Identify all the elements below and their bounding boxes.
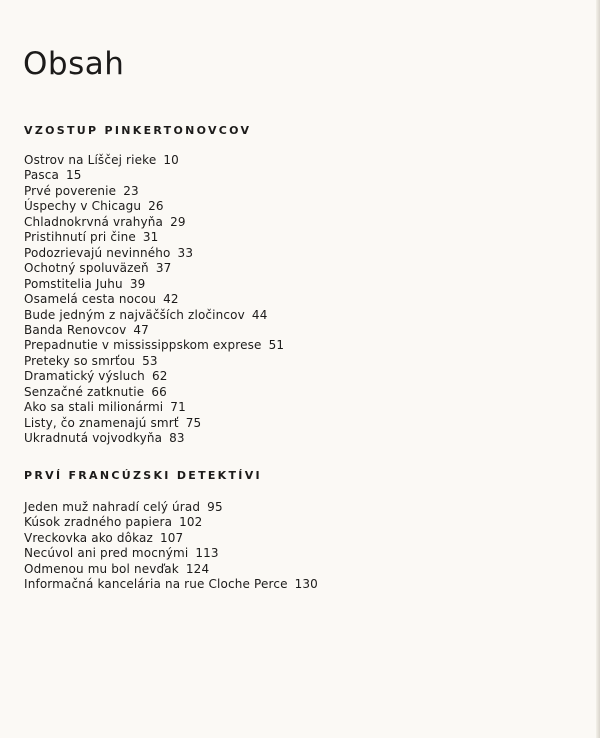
toc-entry-page: 62 — [151, 369, 168, 384]
toc-entry — [24, 369, 284, 384]
toc-entry — [24, 562, 318, 577]
toc-entry — [24, 400, 284, 415]
toc-entry — [24, 500, 318, 515]
toc-entry — [24, 199, 284, 214]
toc-entry-page: 42 — [163, 292, 179, 307]
toc-entry-title: Kúsok zradného papiera — [24, 515, 173, 530]
toc-entry-title: Ukradnutá vojvodkyňa — [24, 431, 163, 446]
toc-entry-title: Bude jedným z najväčších zločincov — [24, 307, 245, 322]
toc-entry-title: Osamelá cesta nocou — [24, 292, 157, 307]
page-edge — [596, 0, 600, 738]
toc-entry — [24, 431, 284, 446]
toc-entry-page: 53 — [142, 353, 158, 368]
toc-entry-title: Pasca — [24, 168, 60, 183]
toc-entry-page: 130 — [294, 577, 318, 592]
toc-entry — [24, 168, 284, 183]
toc-entry-page: 83 — [169, 431, 185, 446]
toc-entry-page: 102 — [179, 515, 203, 530]
section-heading: PRVÍ FRANCÚZSKI DETEKTÍVI — [24, 469, 262, 482]
toc-entry-page: 29 — [170, 214, 186, 229]
toc-entry-page: 113 — [195, 546, 219, 561]
toc-entry-page: 107 — [159, 530, 184, 545]
toc-entry — [24, 354, 284, 369]
toc-entry-title: Vreckovka ako dôkaz — [24, 530, 153, 545]
toc-entry — [24, 416, 284, 431]
toc-entry — [24, 531, 318, 546]
toc-entry-title: Chladnokrvná vrahyňa — [24, 214, 164, 229]
toc-entry-title: Listy, čo znamenajú smrť — [24, 415, 179, 430]
toc-entry-page: 47 — [133, 322, 149, 337]
toc-entry-title: Senzačné zatknutie — [24, 384, 145, 399]
toc-entry-page: 44 — [251, 307, 268, 322]
toc-entry — [24, 153, 284, 168]
toc-list — [24, 500, 318, 593]
toc-list — [24, 153, 284, 447]
toc-entry-title: Prepadnutie v mississippskom exprese — [24, 338, 262, 353]
toc-entry — [24, 546, 318, 561]
toc-entry-page: 66 — [151, 384, 167, 399]
toc-entry-page: 51 — [268, 338, 285, 353]
toc-entry-title: Podozrievajú nevinného — [24, 245, 171, 260]
toc-entry-page: 23 — [123, 183, 139, 198]
toc-entry — [24, 215, 284, 230]
toc-entry — [24, 338, 284, 353]
toc-entry — [24, 184, 284, 199]
page-title: Obsah — [23, 46, 125, 82]
toc-entry-page: 37 — [155, 261, 172, 276]
toc-entry — [24, 261, 284, 276]
toc-entry-page: 15 — [66, 168, 82, 183]
toc-entry-title: Ochotný spoluväzeň — [24, 261, 149, 276]
toc-entry-title: Prvé poverenie — [24, 183, 117, 198]
section-heading: VZOSTUP PINKERTONOVCOV — [24, 124, 252, 137]
toc-entry-title: Úspechy v Chicagu — [24, 199, 142, 214]
toc-entry — [24, 277, 284, 292]
toc-entry — [24, 385, 284, 400]
toc-entry-page: 75 — [185, 415, 202, 430]
toc-entry-page: 39 — [129, 276, 146, 291]
toc-entry-page: 95 — [207, 500, 223, 514]
toc-entry-title: Ako sa stali milionármi — [24, 400, 164, 415]
toc-entry-title: Necúvol ani pred mocnými — [24, 546, 189, 561]
toc-entry — [24, 308, 284, 323]
toc-entry — [24, 515, 318, 530]
toc-entry-title: Pristihnutí pri čine — [24, 230, 136, 245]
toc-entry — [24, 323, 284, 338]
toc-entry — [24, 246, 284, 261]
toc-entry — [24, 577, 318, 592]
toc-entry-page: 33 — [177, 245, 194, 260]
toc-entry-page: 10 — [163, 153, 179, 167]
toc-entry-title: Dramatický výsluch — [24, 369, 145, 384]
toc-entry-title: Banda Renovcov — [24, 322, 127, 337]
toc-entry-title: Odmenou mu bol nevďak — [24, 561, 179, 576]
toc-entry-title: Informačná kancelária na rue Cloche Perce — [24, 577, 288, 592]
toc-entry-page: 71 — [170, 400, 186, 415]
toc-entry-title: Ostrov na Líščej rieke — [24, 153, 157, 167]
toc-entry — [24, 230, 284, 245]
toc-entry-page: 124 — [185, 561, 210, 576]
toc-entry — [24, 292, 284, 307]
toc-entry-page: 26 — [148, 199, 164, 214]
toc-entry-title: Pomstitelia Juhu — [24, 276, 123, 291]
toc-entry-title: Preteky so smrťou — [24, 353, 136, 368]
toc-entry-title: Jeden muž nahradí celý úrad — [24, 500, 201, 514]
toc-entry-page: 31 — [142, 230, 159, 245]
